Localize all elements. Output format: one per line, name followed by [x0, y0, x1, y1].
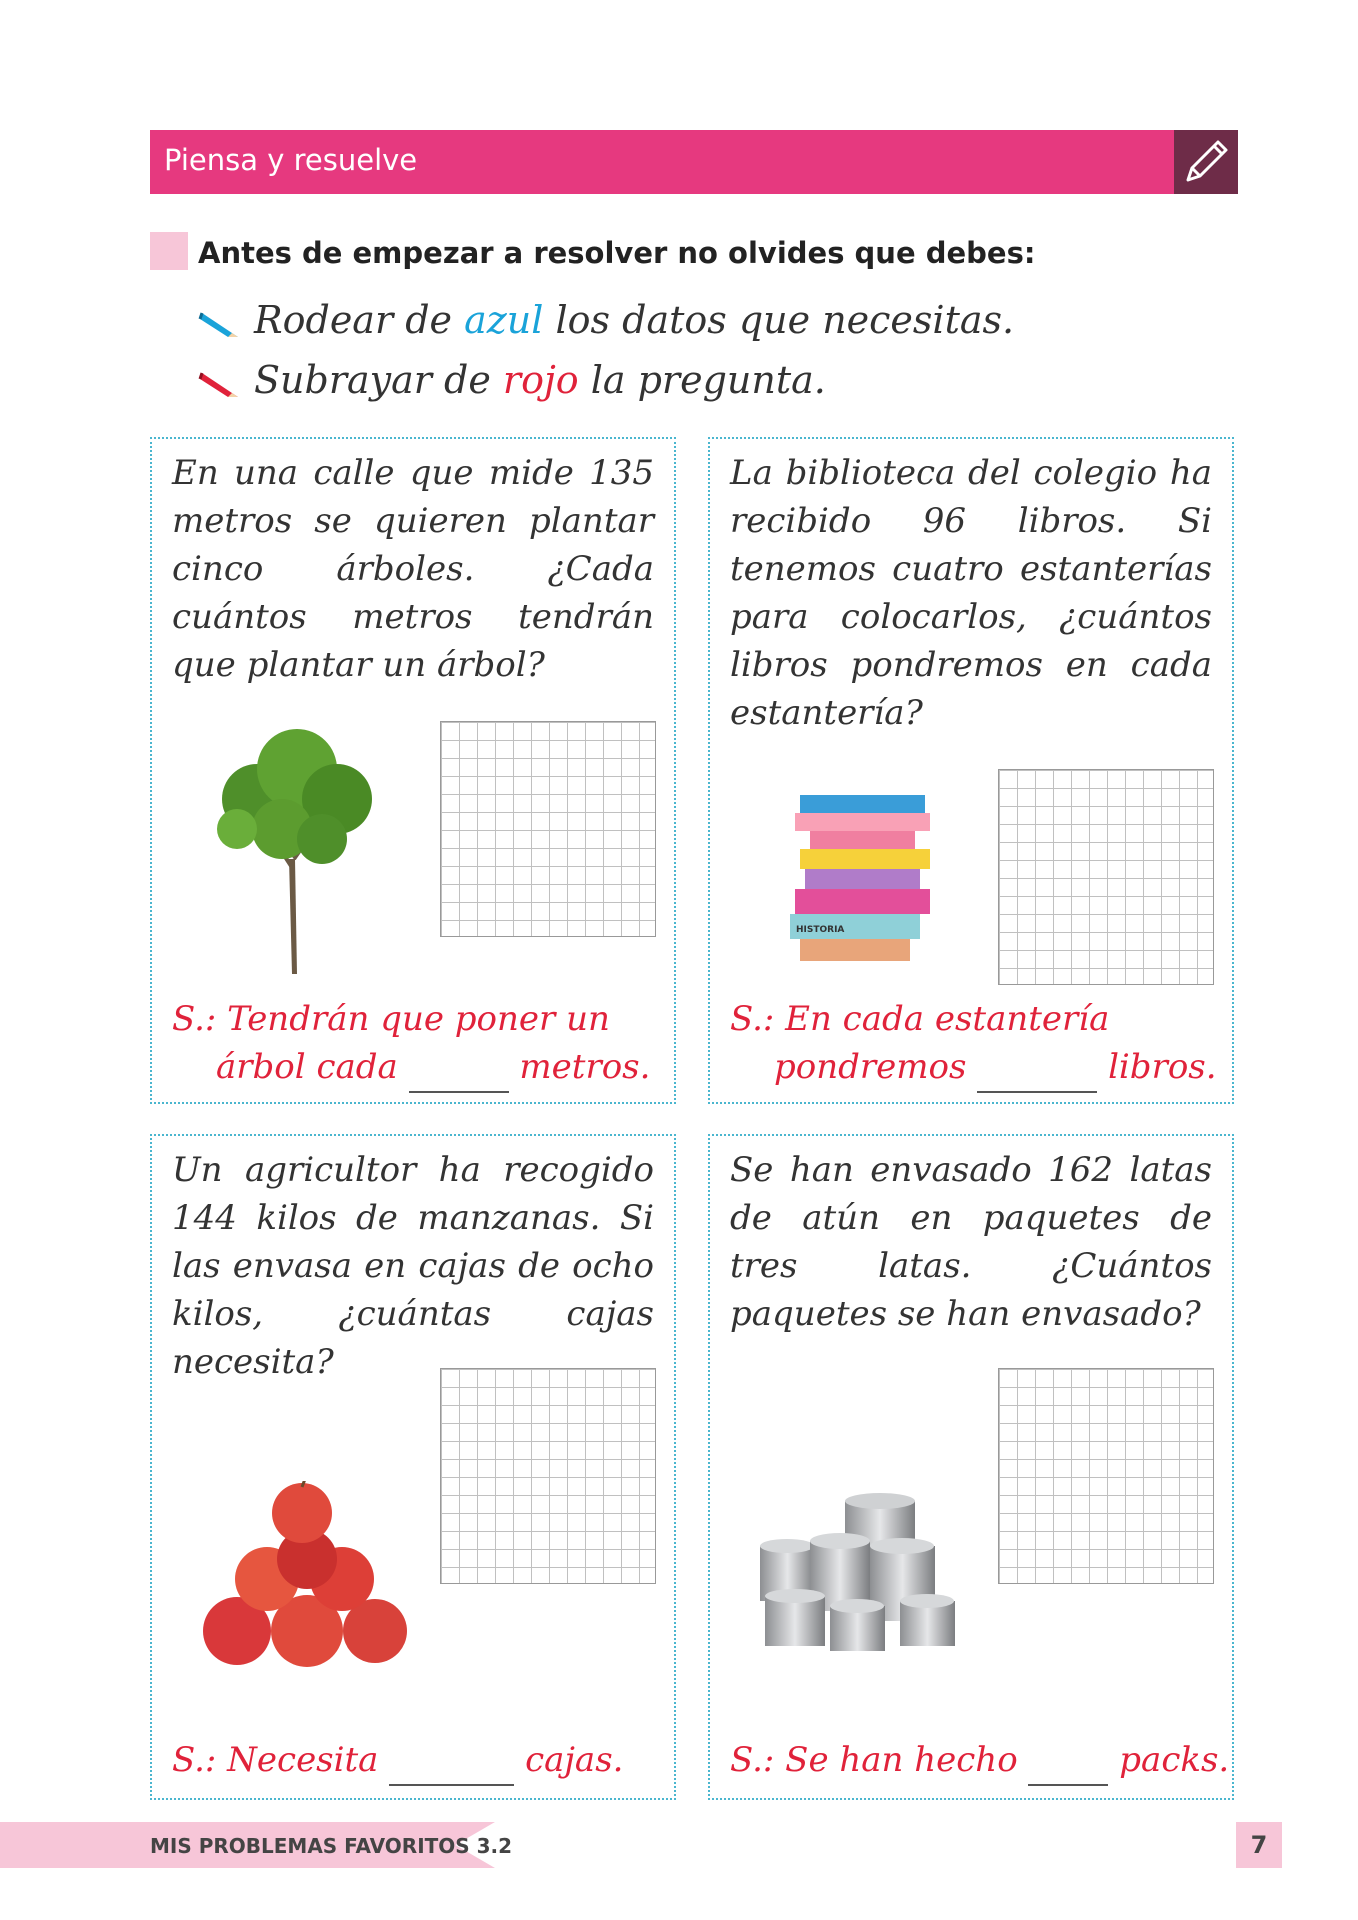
problem-card-2	[708, 437, 1234, 1104]
instruction-red-before: Subrayar de	[254, 358, 503, 402]
apples-image	[197, 1481, 417, 1671]
work-grid-2[interactable]	[998, 769, 1214, 985]
answer-line-2a: S.: En cada estantería	[730, 999, 1110, 1039]
pencil-icon	[1174, 130, 1238, 194]
answer-1-before: árbol cada	[216, 1047, 398, 1087]
intro-heading: Antes de empezar a resolver no olvides que debes:	[198, 236, 1036, 270]
books-image	[770, 789, 950, 969]
section-header	[150, 130, 1238, 194]
section-title: Piensa y resuelve	[164, 143, 418, 177]
answer-4-after: packs.	[1119, 1740, 1230, 1780]
answer-line-1b	[216, 1043, 650, 1093]
answer-4-before: S.: Se han hecho	[730, 1740, 1018, 1780]
problem-text-1: En una calle que mide 135 metros se quieren plantar cinco árboles. ¿Cada cuántos metros tendrán que plantar un árbol?	[172, 453, 654, 685]
answer-blank-2[interactable]	[977, 1043, 1097, 1093]
problem-text-2: La biblioteca del colegio ha recibido 96 libros. Si tenemos cuatro estanterías para colocarlos, ¿cuántos libros pondremos en cada estantería?	[730, 453, 1212, 733]
answer-1-after: metros.	[519, 1047, 651, 1087]
page-number: 7	[1236, 1822, 1282, 1868]
tree-image	[197, 719, 387, 979]
problem-text-3: Un agricultor ha recogido 144 kilos de manzanas. Si las envasa en cajas de ocho kilos, ¿cuántas cajas necesita?	[172, 1150, 654, 1382]
intro-marker	[150, 232, 188, 270]
answer-blank-4[interactable]	[1028, 1736, 1108, 1786]
answer-2-after: libros.	[1108, 1047, 1217, 1087]
instruction-red-word: rojo	[502, 358, 579, 402]
answer-3-after: cajas.	[525, 1740, 624, 1780]
blue-pencil-icon	[198, 307, 244, 341]
answer-line-4	[730, 1736, 1229, 1786]
answer-2-before: pondremos	[774, 1047, 967, 1087]
answer-line-3	[172, 1736, 623, 1786]
instruction-blue	[198, 298, 1014, 342]
cans-image	[755, 1491, 965, 1661]
problem-card-4	[708, 1134, 1234, 1800]
problem-card-3	[150, 1134, 676, 1800]
instruction-blue-word: azul	[464, 298, 544, 342]
answer-line-2b	[774, 1043, 1217, 1093]
answer-blank-3[interactable]	[389, 1736, 514, 1786]
work-grid-1[interactable]	[440, 721, 656, 937]
problem-text-4: Se han envasado 162 latas de atún en paquetes de tres latas. ¿Cuántos paquetes se han envasado?	[730, 1150, 1212, 1334]
instruction-red	[198, 358, 826, 402]
instruction-blue-before: Rodear de	[254, 298, 465, 342]
instruction-blue-after: los datos que necesitas.	[543, 298, 1015, 342]
answer-line-1a: S.: Tendrán que poner un	[172, 999, 610, 1039]
work-grid-3[interactable]	[440, 1368, 656, 1584]
book-label: HISTORIA	[796, 925, 845, 935]
work-grid-4[interactable]	[998, 1368, 1214, 1584]
red-pencil-icon	[198, 367, 244, 401]
instruction-red-after: la pregunta.	[578, 358, 826, 402]
problem-card-1	[150, 437, 676, 1104]
answer-blank-1[interactable]	[409, 1043, 509, 1093]
answer-3-before: S.: Necesita	[172, 1740, 379, 1780]
footer-title: MIS PROBLEMAS FAVORITOS 3.2	[150, 1834, 513, 1858]
